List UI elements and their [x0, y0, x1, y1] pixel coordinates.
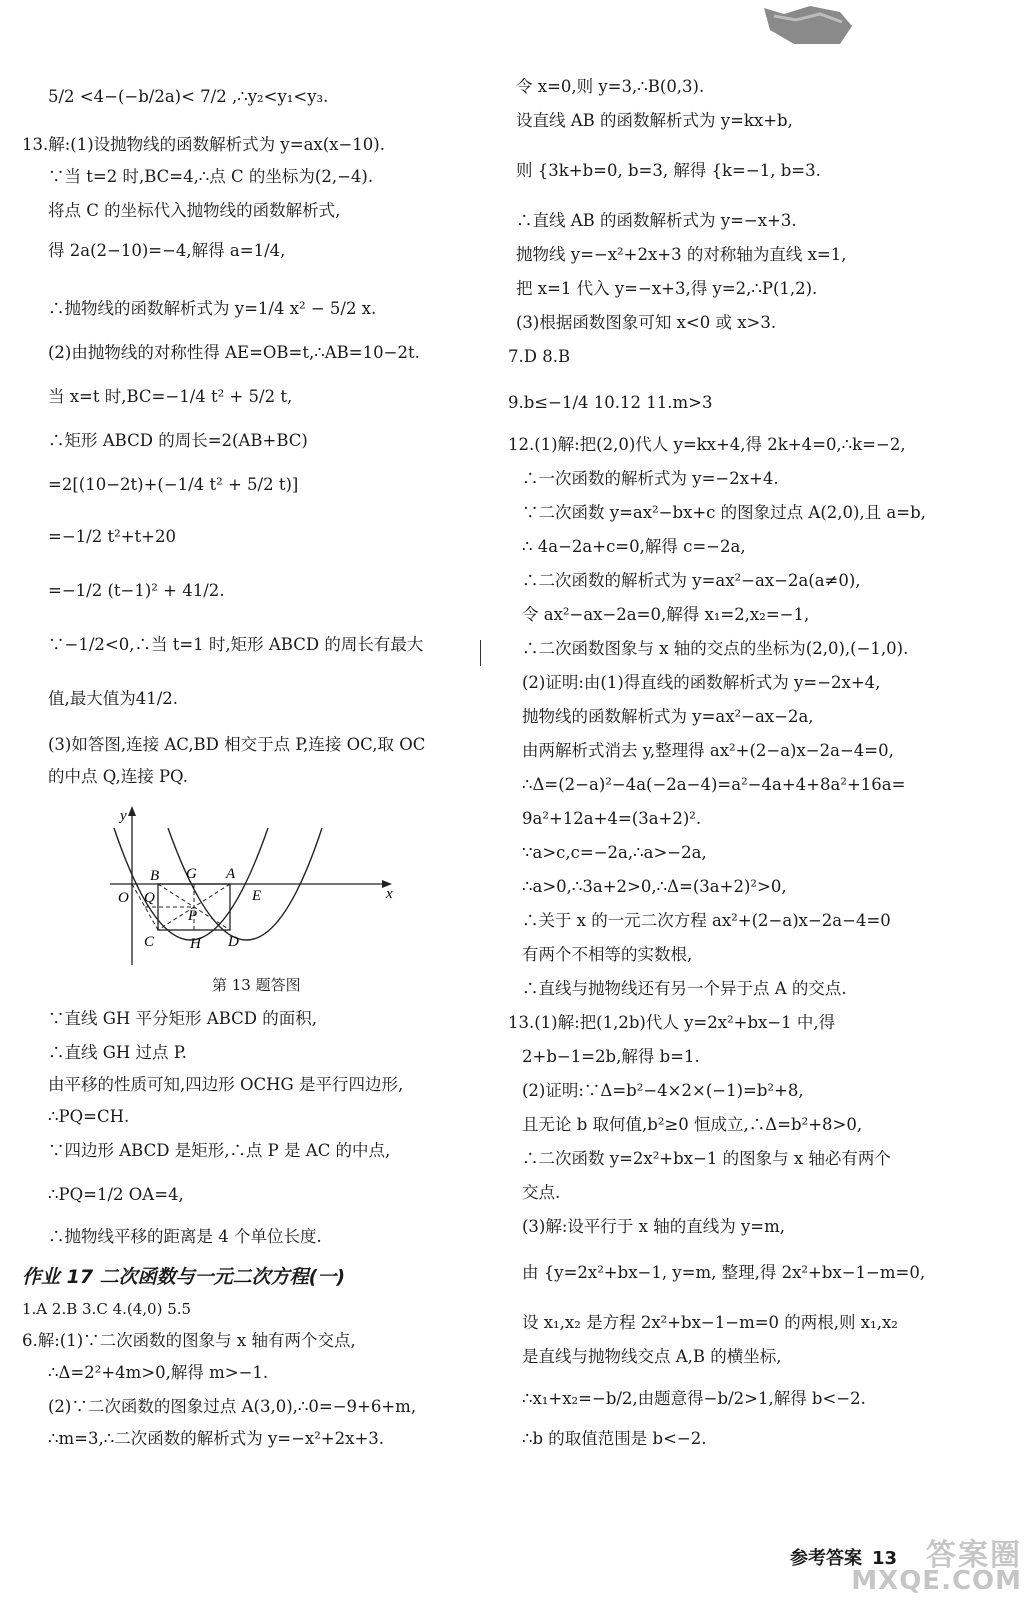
text-line: ∴m=3,∴二次函数的解析式为 y=−x²+2x+3. — [48, 1429, 385, 1448]
label-x: x — [386, 886, 393, 902]
text-line: 由平移的性质可知,四边形 OCHG 是平行四边形, — [48, 1075, 404, 1094]
text-line: 12.(1)解:把(2,0)代人 y=kx+4,得 2k+4=0,∴k=−2, — [508, 435, 906, 454]
text-line: =−1/2 (t−1)² + 41/2. — [48, 581, 225, 600]
text-line: 由两解析式消去 y,整理得 ax²+(2−a)x−2a−4=0, — [522, 741, 894, 760]
text-line: ∴二次函数图象与 x 轴的交点的坐标为(2,0),(−1,0). — [522, 639, 909, 658]
text-line: ∴一次函数的解析式为 y=−2x+4. — [522, 469, 779, 488]
text-line: ∴抛物线平移的距离是 4 个单位长度. — [48, 1227, 322, 1246]
text-line: (2)∵二次函数的图象过点 A(3,0),∴0=−9+6+m, — [48, 1397, 417, 1416]
text-line: 5/2 <4−(−b/2a)< 7/2 ,∴y₂<y₁<y₃. — [48, 87, 329, 106]
y-axis-arrow — [128, 806, 136, 816]
text-line: 有两个不相等的实数根, — [522, 945, 693, 964]
text-line: ∴抛物线的函数解析式为 y=1/4 x² − 5/2 x. — [48, 299, 377, 318]
text-line: =−1/2 t²+t+20 — [48, 527, 176, 546]
margin-mark — [480, 640, 481, 666]
parabola-figure — [100, 800, 400, 970]
text-line: 13.解:(1)设抛物线的函数解析式为 y=ax(x−10). — [22, 135, 385, 154]
text-line: 的中点 Q,连接 PQ. — [48, 767, 188, 786]
label-q: Q — [144, 890, 155, 906]
text-line: ∴a>0,∴3a+2>0,∴Δ=(3a+2)²>0, — [522, 877, 787, 896]
text-line: (2)证明:∵Δ=b²−4×2×(−1)=b²+8, — [522, 1081, 804, 1100]
text-line: 令 x=0,则 y=3,∴B(0,3). — [516, 77, 705, 96]
text-line: 得 2a(2−10)=−4,解得 a=1/4, — [48, 241, 286, 260]
text-line: 1.A 2.B 3.C 4.(4,0) 5.5 — [22, 1300, 192, 1318]
text-line: ∴直线与抛物线还有另一个异于点 A 的交点. — [522, 979, 847, 998]
label-e: E — [252, 888, 262, 904]
label-y: y — [120, 808, 127, 824]
text-line: 值,最大值为41/2. — [48, 689, 179, 708]
text-line: ∴关于 x 的一元二次方程 ax²+(2−a)x−2a−4=0 — [522, 911, 891, 930]
section-title: 作业 17 二次函数与一元二次方程(一) — [22, 1266, 346, 1288]
text-line: 9a²+12a+4=(3a+2)². — [522, 809, 702, 828]
label-b: B — [150, 868, 160, 884]
watermark-line1: 答案圈 — [926, 1538, 1022, 1573]
watermark — [848, 1530, 1028, 1596]
text-line: ∵直线 GH 平分矩形 ABCD 的面积, — [48, 1009, 317, 1028]
text-line: ∴PQ=1/2 OA=4, — [48, 1185, 184, 1204]
label-o: O — [118, 890, 129, 906]
text-line: =2[(10−2t)+(−1/4 t² + 5/2 t)] — [48, 475, 299, 494]
text-line: 9.b≤−1/4 10.12 11.m>3 — [508, 393, 713, 412]
text-line: 将点 C 的坐标代入抛物线的函数解析式, — [48, 201, 341, 220]
text-line: ∴b 的取值范围是 b<−2. — [522, 1429, 707, 1448]
label-p: P — [188, 908, 198, 924]
text-line: ∵−1/2<0,∴当 t=1 时,矩形 ABCD 的周长有最大 — [48, 635, 424, 654]
text-line: 则 {3k+b=0, b=3, 解得 {k=−1, b=3. — [516, 161, 821, 180]
text-line: ∴ 4a−2a+c=0,解得 c=−2a, — [522, 537, 746, 556]
text-line: ∵四边形 ABCD 是矩形,∴点 P 是 AC 的中点, — [48, 1141, 391, 1160]
text-line: ∵二次函数 y=ax²−bx+c 的图象过点 A(2,0),且 a=b, — [522, 503, 926, 522]
text-line: ∵a>c,c=−2a,∴a>−2a, — [522, 843, 707, 862]
text-line: 把 x=1 代入 y=−x+3,得 y=2,∴P(1,2). — [516, 279, 818, 298]
text-line: ∴Δ=2²+4m>0,解得 m>−1. — [48, 1363, 269, 1382]
watermark-line2: MXQE.COM — [851, 1566, 1022, 1596]
text-line: 交点. — [522, 1183, 561, 1202]
footer-label: 参考答案 — [790, 1548, 862, 1569]
text-line: ∴矩形 ABCD 的周长=2(AB+BC) — [48, 431, 308, 450]
text-line: 7.D 8.B — [508, 347, 571, 366]
text-line: 当 x=t 时,BC=−1/4 t² + 5/2 t, — [48, 387, 293, 406]
text-line: 设 x₁,x₂ 是方程 2x²+bx−1−m=0 的两根,则 x₁,x₂ — [522, 1313, 898, 1332]
text-line: 且无论 b 取何值,b²≥0 恒成立,∴Δ=b²+8>0, — [522, 1115, 863, 1134]
text-line: 抛物线 y=−x²+2x+3 的对称轴为直线 x=1, — [516, 245, 847, 264]
text-line: ∴x₁+x₂=−b/2,由题意得−b/2>1,解得 b<−2. — [522, 1389, 866, 1408]
text-line: ∴直线 GH 过点 P. — [48, 1043, 187, 1062]
text-line: 是直线与抛物线交点 A,B 的横坐标, — [522, 1347, 782, 1366]
text-line: 13.(1)解:把(1,2b)代人 y=2x²+bx−1 中,得 — [508, 1013, 836, 1032]
text-line: 设直线 AB 的函数解析式为 y=kx+b, — [516, 111, 793, 130]
text-line: (2)由抛物线的对称性得 AE=OB=t,∴AB=10−2t. — [48, 343, 420, 362]
figure-caption: 第 13 题答图 — [212, 976, 301, 994]
text-line: (3)解:设平行于 x 轴的直线为 y=m, — [522, 1217, 786, 1236]
text-line: 令 ax²−ax−2a=0,解得 x₁=2,x₂=−1, — [522, 605, 810, 624]
label-h: H — [190, 936, 201, 952]
header-decoration — [760, 0, 856, 50]
text-line: ∴Δ=(2−a)²−4a(−2a−4)=a²−4a+4+8a²+16a= — [522, 775, 906, 794]
text-line: ∴PQ=CH. — [48, 1107, 130, 1126]
label-g: G — [186, 866, 197, 882]
text-line: 由 {y=2x²+bx−1, y=m, 整理,得 2x²+bx−1−m=0, — [522, 1263, 926, 1282]
label-a: A — [226, 866, 236, 882]
text-line: (2)证明:由(1)得直线的函数解析式为 y=−2x+4, — [522, 673, 881, 692]
page-number: 13 — [872, 1548, 898, 1569]
text-line: 2+b−1=2b,解得 b=1. — [522, 1047, 700, 1066]
text-line: ∴直线 AB 的函数解析式为 y=−x+3. — [516, 211, 797, 230]
text-line: (3)如答图,连接 AC,BD 相交于点 P,连接 OC,取 OC — [48, 735, 426, 754]
text-line: ∴二次函数 y=2x²+bx−1 的图象与 x 轴必有两个 — [522, 1149, 891, 1168]
label-d: D — [228, 934, 239, 950]
text-line: (3)根据函数图象可知 x<0 或 x>3. — [516, 313, 777, 332]
text-line: ∵当 t=2 时,BC=4,∴点 C 的坐标为(2,−4). — [48, 167, 374, 186]
label-c: C — [144, 934, 155, 950]
text-line: ∴二次函数的解析式为 y=ax²−ax−2a(a≠0), — [522, 571, 861, 590]
text-line: 抛物线的函数解析式为 y=ax²−ax−2a, — [522, 707, 814, 726]
text-line: 6.解:(1)∵二次函数的图象与 x 轴有两个交点, — [22, 1331, 356, 1350]
